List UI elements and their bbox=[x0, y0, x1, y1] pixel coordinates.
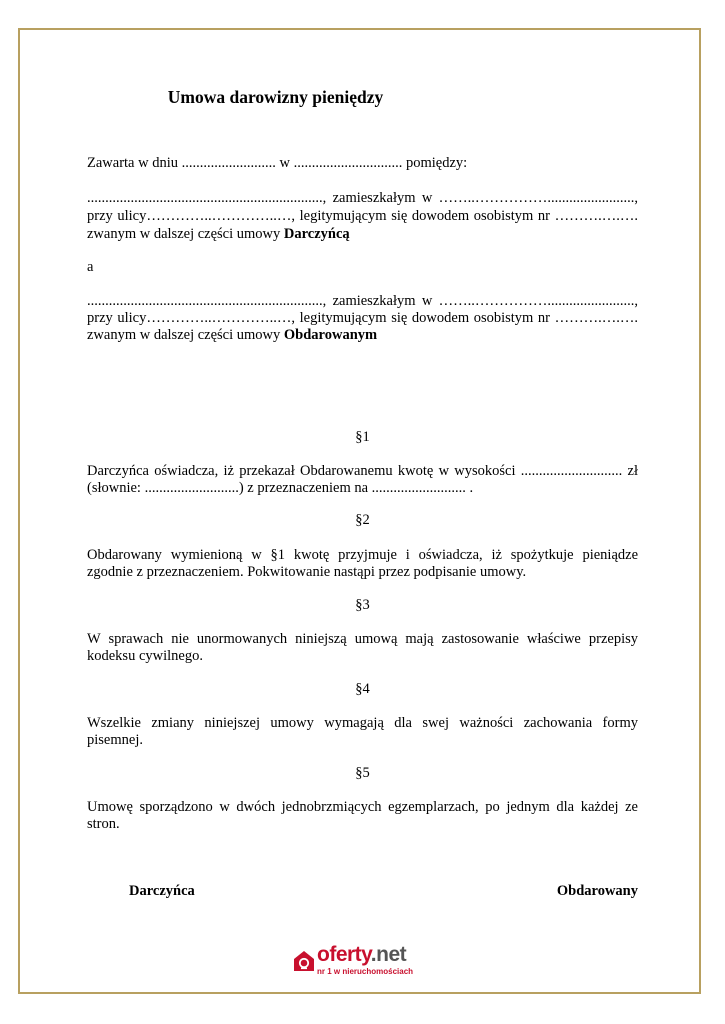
section-5-line2: stron. bbox=[87, 816, 120, 832]
section-5-line1: Umowę sporządzono w dwóch jednobrzmiących egzemplarzach, po jednym dla każdej ze bbox=[87, 799, 638, 815]
section-3-heading: §3 bbox=[355, 597, 370, 613]
signature-donor: Darczyńca bbox=[129, 883, 195, 899]
logo-wordmark bbox=[317, 943, 406, 967]
section-2-line2: zgodnie z przeznaczeniem. Pokwitowanie nastąpi przez podpisanie umowy. bbox=[87, 564, 527, 580]
logo-tagline: nr 1 w nieruchomościach bbox=[317, 967, 414, 976]
party2-line3-prefix: zwanym w dalszej części umowy bbox=[87, 327, 284, 343]
party2-line3 bbox=[87, 327, 638, 344]
page-border bbox=[18, 28, 701, 994]
section-3-line2: kodeksu cywilnego. bbox=[87, 648, 203, 664]
party2-role: Obdarowanym bbox=[283, 327, 378, 343]
section-3-line1: W sprawach nie unormowanych niniejszą umową mają zastosowanie właściwe przepisy bbox=[87, 631, 638, 647]
section-2-heading: §2 bbox=[355, 512, 370, 528]
section-1-line1: Darczyńca oświadcza, iż przekazał Obdarowanemu kwotę w wysokości ............................ zł bbox=[87, 463, 638, 479]
party1-line1: ................................................................., zamieszkałym w ……..……………........................, bbox=[87, 190, 638, 206]
party1-line3 bbox=[87, 226, 638, 243]
section-4-heading: §4 bbox=[355, 681, 370, 697]
section-4-line1: Wszelkie zmiany niniejszej umowy wymagają dla swej ważności zachowania formy bbox=[87, 715, 638, 731]
logo-tld: .net bbox=[370, 943, 407, 966]
logo-name: oferty bbox=[317, 943, 371, 966]
party2-line1: ................................................................., zamieszkałym w ……..……………........................, bbox=[87, 293, 638, 309]
section-4-line2: pisemnej. bbox=[87, 732, 143, 748]
party2-line2: przy ulicy…………..…………..…, legitymującym się dowodem osobistym nr ……….….…. bbox=[87, 310, 638, 326]
intro-line: Zawarta w dniu .......................... w .............................. pomiędzy: bbox=[87, 155, 468, 171]
document-title: Umowa darowizny pieniędzy bbox=[167, 87, 384, 107]
party1-line3-prefix: zwanym w dalszej części umowy bbox=[87, 226, 284, 242]
party1-line2: przy ulicy…………..…………..…, legitymującym się dowodem osobistym nr ……….….…. bbox=[87, 208, 638, 224]
party1-role: Darczyńcą bbox=[283, 226, 350, 242]
section-1-heading: §1 bbox=[355, 429, 370, 445]
section-5-heading: §5 bbox=[355, 765, 370, 781]
house-icon bbox=[293, 949, 315, 973]
section-1-line2: (słownie: ..........................) z przeznaczeniem na .......................... . bbox=[87, 480, 474, 496]
oferty-logo bbox=[293, 943, 453, 979]
conjunction: a bbox=[87, 259, 94, 275]
section-2-line1: Obdarowany wymienioną w §1 kwotę przyjmuje i oświadcza, iż spożytkuje pieniądze bbox=[87, 547, 638, 563]
signature-recipient: Obdarowany bbox=[556, 883, 638, 899]
